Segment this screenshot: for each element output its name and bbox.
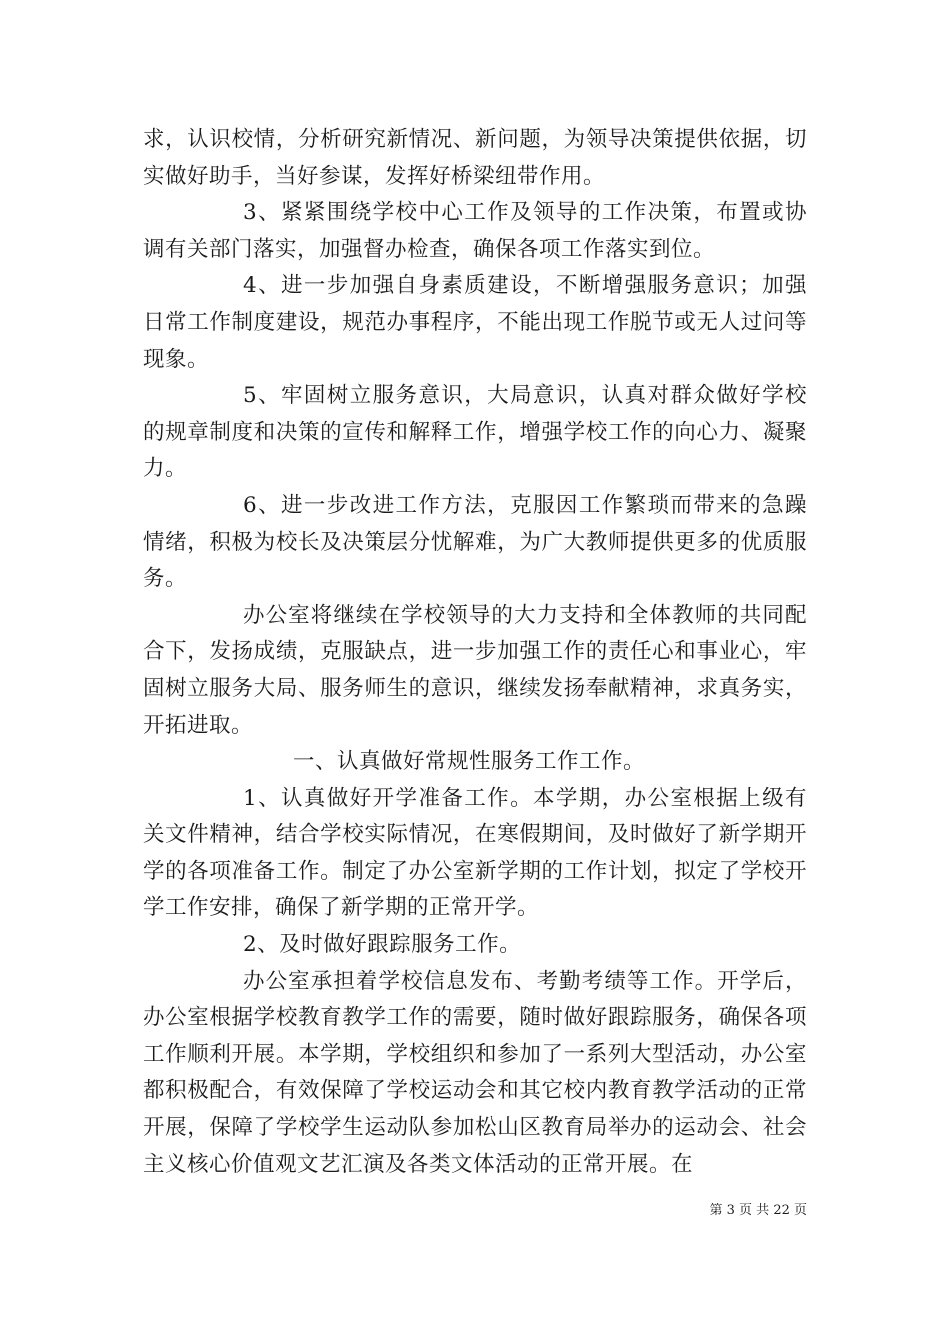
paragraph-tracking-service: 办公室承担着学校信息发布、考勤考绩等工作。开学后，办公室根据学校教育教学工作的需要，随时做好跟踪服务，确保各项工作顺利开展。本学期，学校组织和参加了一系列大型活动，办公室都积极配合，有效保障了学校运动会和其它校内教育教学活动的正常开展，保障了学校学生运动队参加松山区教育局举办的运动会、社会主义核心价值观文艺汇演及各类文体活动的正常开展。在 [143,968,807,1177]
paragraph-item-5: 5、牢固树立服务意识，大局意识，认真对群众做好学校的规章制度和决策的宣传和解释工作，增强学校工作的向心力、凝聚力。 [143,383,807,482]
paragraph-item-6: 6、进一步改进工作方法，克服因工作繁琐而带来的急躁情绪，积极为校长及决策层分忧解难，为广大教师提供更多的优质服务。 [143,492,807,592]
section-heading: 一、认真做好常规性服务工作工作。 [293,749,646,775]
paragraph-item-4: 4、进一步加强自身素质建设，不断增强服务意识；加强日常工作制度建设，规范办事程序，不能出现工作脱节或无人过问等现象。 [143,273,807,372]
paragraph-tracking-service-title: 2、及时做好跟踪服务工作。 [243,932,522,958]
paragraph-opening-preparation: 1、认真做好开学准备工作。本学期，办公室根据上级有关文件精神，结合学校实际情况，在寒假期间，及时做好了新学期开学的各项准备工作。制定了办公室新学期的工作计划，拟定了学校开学工作安排，确保了新学期的正常开学。 [143,785,807,921]
paragraph-item-3: 3、紧紧围绕学校中心工作及领导的工作决策，布置或协调有关部门落实，加强督办检查，确保各项工作落实到位。 [143,200,807,262]
page-number: 第 3 页 共 22 页 [709,1203,807,1218]
document-body [143,122,807,1183]
paragraph-summary: 办公室将继续在学校领导的大力支持和全体教师的共同配合下，发扬成绩，克服缺点，进一步加强工作的责任心和事业心，牢固树立服务大局、服务师生的意识，继续发扬奉献精神，求真务实，开拓进取。 [143,602,807,738]
paragraph-continuation: 求，认识校情，分析研究新情况、新问题，为领导决策提供依据，切实做好助手，当好参谋，发挥好桥梁纽带作用。 [143,127,807,189]
